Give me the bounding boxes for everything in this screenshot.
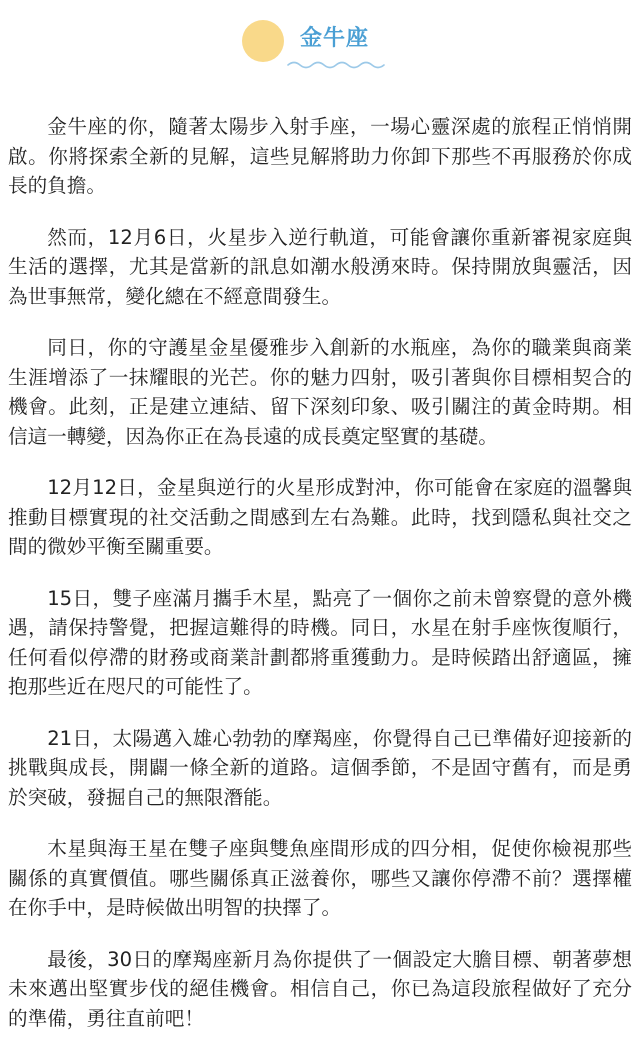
article-body: [8, 112, 632, 1055]
header: [0, 0, 637, 80]
paragraph-4: 12月12日，金星與逆行的火星形成對沖，你可能會在家庭的溫馨與推動目標實現的社交活動之間感到左右為難。此時，找到隱私與社交之間的微妙平衡至關重要。: [8, 476, 632, 558]
sun-icon: [242, 20, 284, 62]
wave-decoration-icon: [286, 58, 386, 72]
paragraph-1: 金牛座的你，隨著太陽步入射手座，一場心靈深處的旅程正悄悄開啟。你將探索全新的見解，這些見解將助力你卸下那些不再服務於你成長的負擔。: [8, 115, 632, 197]
page-title: 金牛座: [300, 26, 370, 51]
paragraph-2: 然而，12月6日，火星步入逆行軌道，可能會讓你重新審視家庭與生活的選擇，尤其是當新的訊息如潮水般湧來時。保持開放與靈活，因為世事無常，變化總在不經意間發生。: [8, 225, 632, 308]
paragraph-3: 同日，你的守護星金星優雅步入創新的水瓶座，為你的職業與商業生涯增添了一抹耀眼的光芒。你的魅力四射，吸引著與你目標相契合的機會。此刻，正是建立連結、留下深刻印象、吸引關注的黃金時期。相信這一轉變，因為你正在為長遠的成長奠定堅實的基礎。: [8, 336, 632, 448]
paragraph-5: 15日，雙子座滿月攜手木星，點亮了一個你之前未曾察覺的意外機遇，請保持警覺，把握這難得的時機。同日，水星在射手座恢復順行，任何看似停滯的財務或商業計劃都將重獲動力。是時候踏出舒適區，擁抱那些近在咫尺的可能性了。: [8, 586, 632, 698]
paragraph-6: 21日，太陽邁入雄心勃勃的摩羯座，你覺得自己已準備好迎接新的挑戰與成長，開闢一條全新的道路。這個季節，不是固守舊有，而是勇於突破，發掘自己的無限潛能。: [8, 726, 632, 809]
paragraph-7: 木星與海王星在雙子座與雙魚座間形成的四分相，促使你檢視那些關係的真實價值。哪些關係真正滋養你，哪些又讓你停滯不前？選擇權在你手中，是時候做出明智的抉擇了。: [8, 837, 632, 919]
paragraph-8: 最後，30日的摩羯座新月為你提供了一個設定大膽目標、朝著夢想未來邁出堅實步伐的絕佳機會。相信自己，你已為這段旅程做好了充分的準備，勇往直前吧！: [8, 947, 632, 1030]
